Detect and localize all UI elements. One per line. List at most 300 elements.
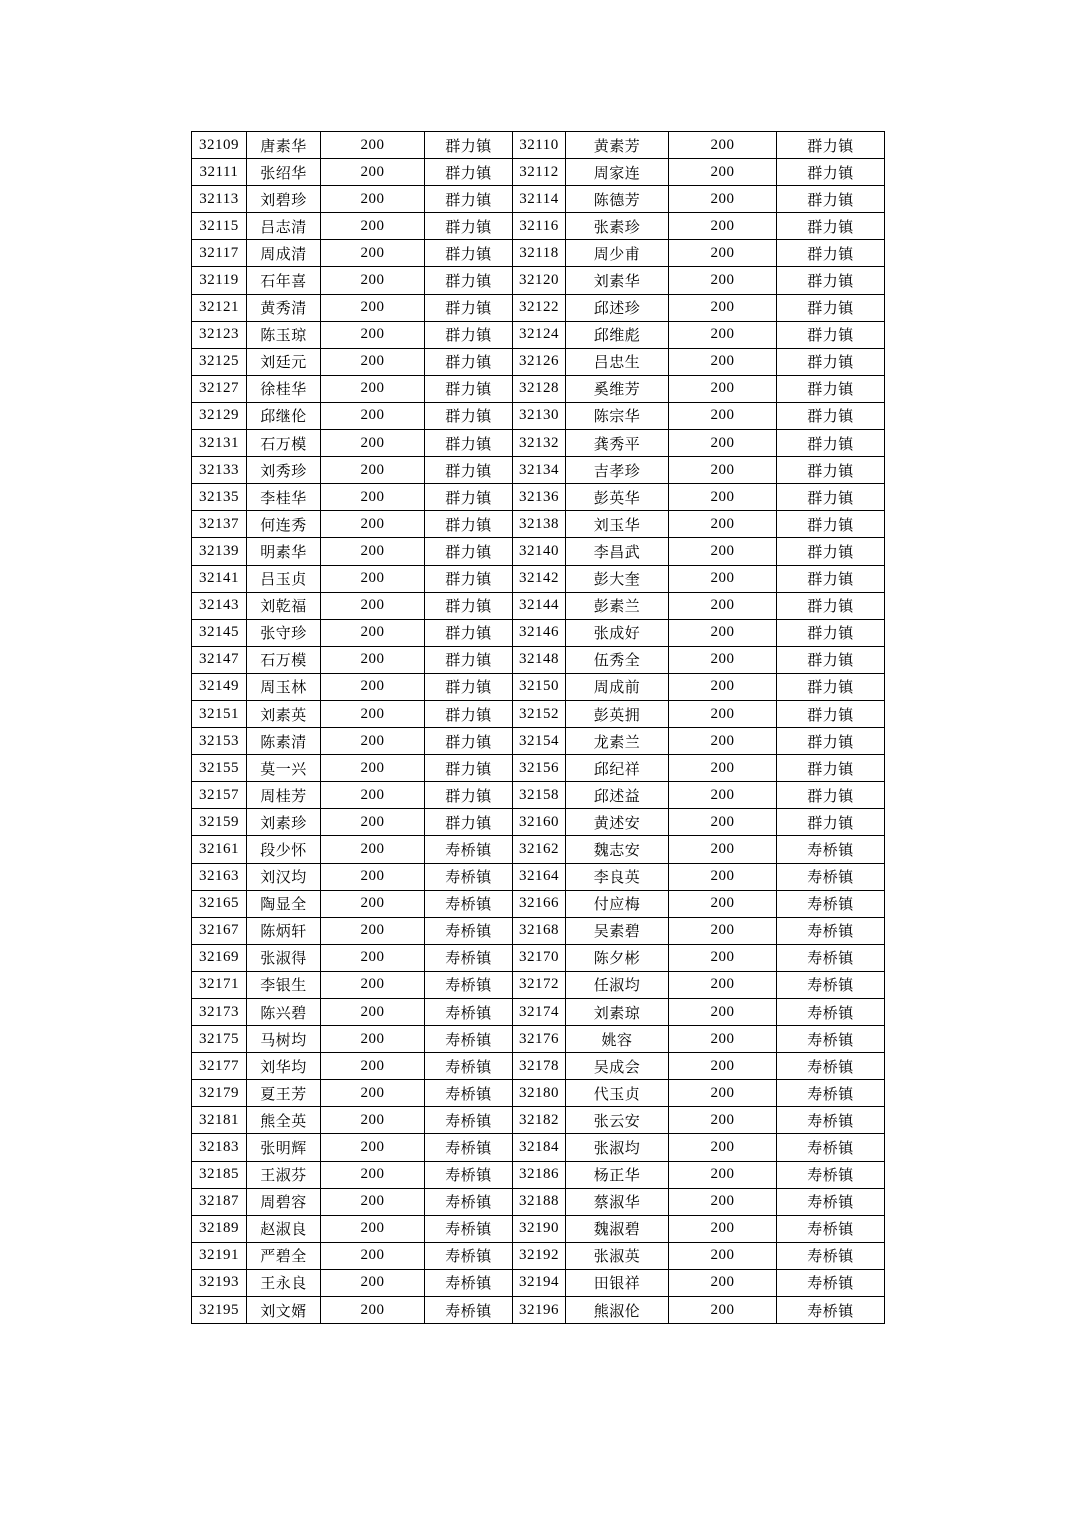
record-town: 群力镇 [425,728,513,755]
record-name: 田银祥 [566,1269,669,1296]
record-id: 32184 [513,1134,566,1161]
table-row [192,728,885,755]
record-town: 寿桥镇 [425,1026,513,1053]
record-town: 群力镇 [425,159,513,186]
record-name: 唐素华 [247,132,321,159]
record-name: 邱纪祥 [566,755,669,782]
record-amount: 200 [669,1053,777,1080]
record-amount: 200 [321,1297,425,1324]
record-town: 群力镇 [777,213,885,240]
record-town: 群力镇 [777,619,885,646]
record-name: 刘碧珍 [247,186,321,213]
record-town: 寿桥镇 [425,863,513,890]
record-amount: 200 [321,728,425,755]
record-amount: 200 [321,159,425,186]
record-town: 群力镇 [777,673,885,700]
record-amount: 200 [321,890,425,917]
record-name: 莫一兴 [247,755,321,782]
record-amount: 200 [669,1134,777,1161]
record-name: 石年喜 [247,267,321,294]
record-name: 张素珍 [566,213,669,240]
record-town: 群力镇 [777,565,885,592]
record-id: 32135 [192,484,247,511]
record-id: 32152 [513,700,566,727]
record-name: 刘乾福 [247,592,321,619]
record-name: 张明辉 [247,1134,321,1161]
record-town: 寿桥镇 [777,971,885,998]
record-name: 马树均 [247,1026,321,1053]
record-id: 32154 [513,728,566,755]
record-id: 32125 [192,348,247,375]
record-town: 群力镇 [777,484,885,511]
table-row [192,186,885,213]
table-row [192,375,885,402]
record-town: 群力镇 [425,673,513,700]
record-name: 李银生 [247,971,321,998]
record-town: 群力镇 [777,592,885,619]
record-name: 何连秀 [247,511,321,538]
record-town: 群力镇 [777,511,885,538]
record-id: 32183 [192,1134,247,1161]
record-amount: 200 [669,917,777,944]
record-name: 吕志清 [247,213,321,240]
record-amount: 200 [321,1188,425,1215]
record-town: 寿桥镇 [777,1242,885,1269]
record-name: 赵淑良 [247,1215,321,1242]
record-town: 群力镇 [425,402,513,429]
record-amount: 200 [669,619,777,646]
table-row [192,944,885,971]
table-row [192,917,885,944]
table-row [192,1188,885,1215]
table-row [192,971,885,998]
record-name: 吴成会 [566,1053,669,1080]
record-id: 32119 [192,267,247,294]
record-amount: 200 [669,402,777,429]
record-amount: 200 [669,240,777,267]
record-name: 付应梅 [566,890,669,917]
record-name: 王淑芬 [247,1161,321,1188]
record-name: 彭素兰 [566,592,669,619]
record-name: 陈夕彬 [566,944,669,971]
record-amount: 200 [669,348,777,375]
record-town: 群力镇 [777,294,885,321]
record-name: 邱继伦 [247,402,321,429]
record-town: 群力镇 [777,321,885,348]
record-id: 32193 [192,1269,247,1296]
record-name: 邱维彪 [566,321,669,348]
record-id: 32160 [513,809,566,836]
record-town: 寿桥镇 [777,999,885,1026]
record-name: 刘素英 [247,700,321,727]
record-amount: 200 [669,1161,777,1188]
record-amount: 200 [669,1215,777,1242]
table-row [192,1026,885,1053]
record-id: 32150 [513,673,566,700]
record-amount: 200 [669,565,777,592]
record-town: 寿桥镇 [425,1297,513,1324]
record-id: 32176 [513,1026,566,1053]
record-name: 邱述益 [566,782,669,809]
record-id: 32145 [192,619,247,646]
record-id: 32126 [513,348,566,375]
record-name: 周桂芳 [247,782,321,809]
record-id: 32196 [513,1297,566,1324]
record-town: 寿桥镇 [777,1297,885,1324]
record-town: 群力镇 [425,375,513,402]
record-amount: 200 [321,1269,425,1296]
record-amount: 200 [669,944,777,971]
record-name: 蔡淑华 [566,1188,669,1215]
record-amount: 200 [321,1107,425,1134]
record-amount: 200 [321,430,425,457]
record-amount: 200 [321,321,425,348]
record-id: 32116 [513,213,566,240]
record-amount: 200 [321,673,425,700]
table-row [192,809,885,836]
table-row [192,1297,885,1324]
record-name: 李昌武 [566,538,669,565]
table-row [192,1215,885,1242]
record-town: 群力镇 [777,457,885,484]
record-amount: 200 [669,700,777,727]
record-town: 群力镇 [425,484,513,511]
record-name: 周成清 [247,240,321,267]
record-name: 伍秀全 [566,646,669,673]
table-row [192,213,885,240]
record-name: 彭英华 [566,484,669,511]
record-town: 寿桥镇 [777,917,885,944]
record-name: 龙素兰 [566,728,669,755]
record-town: 群力镇 [777,700,885,727]
record-amount: 200 [321,511,425,538]
record-town: 群力镇 [425,294,513,321]
records-table-body [192,132,885,1324]
record-id: 32157 [192,782,247,809]
record-name: 陈兴碧 [247,999,321,1026]
record-amount: 200 [321,1215,425,1242]
record-amount: 200 [321,755,425,782]
record-id: 32134 [513,457,566,484]
record-town: 群力镇 [777,402,885,429]
record-id: 32159 [192,809,247,836]
record-town: 群力镇 [777,267,885,294]
table-row [192,294,885,321]
record-id: 32144 [513,592,566,619]
record-id: 32162 [513,836,566,863]
record-id: 32194 [513,1269,566,1296]
record-name: 陈炳轩 [247,917,321,944]
record-amount: 200 [321,944,425,971]
record-town: 寿桥镇 [777,1188,885,1215]
record-name: 张淑英 [566,1242,669,1269]
record-amount: 200 [321,1053,425,1080]
record-town: 寿桥镇 [425,1188,513,1215]
record-town: 寿桥镇 [425,1107,513,1134]
record-name: 刘文婿 [247,1297,321,1324]
record-town: 寿桥镇 [777,836,885,863]
record-town: 寿桥镇 [425,999,513,1026]
record-id: 32124 [513,321,566,348]
record-id: 32118 [513,240,566,267]
record-id: 32146 [513,619,566,646]
table-row [192,999,885,1026]
record-amount: 200 [669,1080,777,1107]
record-town: 群力镇 [425,646,513,673]
record-name: 段少怀 [247,836,321,863]
record-amount: 200 [321,132,425,159]
record-town: 群力镇 [425,565,513,592]
record-amount: 200 [669,538,777,565]
record-id: 32171 [192,971,247,998]
record-town: 群力镇 [425,348,513,375]
record-id: 32151 [192,700,247,727]
record-town: 群力镇 [777,430,885,457]
record-id: 32163 [192,863,247,890]
record-id: 32153 [192,728,247,755]
record-amount: 200 [321,1134,425,1161]
record-id: 32169 [192,944,247,971]
record-town: 寿桥镇 [425,1269,513,1296]
record-amount: 200 [321,700,425,727]
record-town: 群力镇 [777,159,885,186]
record-id: 32156 [513,755,566,782]
record-town: 寿桥镇 [425,1080,513,1107]
record-amount: 200 [321,619,425,646]
table-row [192,1080,885,1107]
record-town: 寿桥镇 [425,917,513,944]
table-row [192,511,885,538]
record-town: 群力镇 [425,592,513,619]
record-town: 群力镇 [425,619,513,646]
record-id: 32110 [513,132,566,159]
record-town: 寿桥镇 [777,1053,885,1080]
record-id: 32137 [192,511,247,538]
record-name: 陈素清 [247,728,321,755]
record-amount: 200 [669,1026,777,1053]
record-amount: 200 [321,1026,425,1053]
record-town: 寿桥镇 [425,890,513,917]
table-row [192,348,885,375]
record-id: 32187 [192,1188,247,1215]
record-town: 寿桥镇 [425,1053,513,1080]
record-town: 寿桥镇 [425,1161,513,1188]
record-id: 32132 [513,430,566,457]
record-name: 严碧全 [247,1242,321,1269]
record-amount: 200 [669,863,777,890]
record-town: 群力镇 [425,511,513,538]
record-amount: 200 [669,511,777,538]
record-id: 32182 [513,1107,566,1134]
record-id: 32143 [192,592,247,619]
record-id: 32149 [192,673,247,700]
table-row [192,1134,885,1161]
record-amount: 200 [669,592,777,619]
table-row [192,1107,885,1134]
record-id: 32115 [192,213,247,240]
record-amount: 200 [321,592,425,619]
record-name: 姚容 [566,1026,669,1053]
record-name: 周少甫 [566,240,669,267]
record-name: 奚维芳 [566,375,669,402]
record-amount: 200 [669,457,777,484]
record-name: 熊全英 [247,1107,321,1134]
record-id: 32173 [192,999,247,1026]
record-amount: 200 [669,1297,777,1324]
record-amount: 200 [321,836,425,863]
table-row [192,646,885,673]
record-name: 周玉林 [247,673,321,700]
record-name: 石万模 [247,646,321,673]
table-row [192,1242,885,1269]
record-id: 32185 [192,1161,247,1188]
record-id: 32170 [513,944,566,971]
record-town: 寿桥镇 [425,1242,513,1269]
record-town: 群力镇 [777,538,885,565]
record-town: 群力镇 [425,809,513,836]
record-name: 张淑得 [247,944,321,971]
record-id: 32178 [513,1053,566,1080]
record-name: 吉孝珍 [566,457,669,484]
record-name: 吕玉贞 [247,565,321,592]
record-id: 32191 [192,1242,247,1269]
table-row [192,159,885,186]
record-town: 群力镇 [425,213,513,240]
record-id: 32111 [192,159,247,186]
record-name: 徐桂华 [247,375,321,402]
record-id: 32188 [513,1188,566,1215]
record-name: 彭英拥 [566,700,669,727]
record-town: 群力镇 [777,728,885,755]
table-row [192,484,885,511]
record-name: 陈宗华 [566,402,669,429]
record-amount: 200 [321,971,425,998]
record-amount: 200 [669,321,777,348]
record-amount: 200 [669,999,777,1026]
record-amount: 200 [321,240,425,267]
record-town: 群力镇 [777,646,885,673]
record-amount: 200 [669,809,777,836]
record-amount: 200 [321,538,425,565]
record-amount: 200 [669,267,777,294]
record-town: 群力镇 [425,240,513,267]
record-name: 代玉贞 [566,1080,669,1107]
record-amount: 200 [669,132,777,159]
record-id: 32141 [192,565,247,592]
table-row [192,1269,885,1296]
record-town: 寿桥镇 [425,1215,513,1242]
record-amount: 200 [669,755,777,782]
record-name: 张成好 [566,619,669,646]
record-town: 群力镇 [425,186,513,213]
record-id: 32161 [192,836,247,863]
record-town: 群力镇 [425,267,513,294]
table-row [192,321,885,348]
record-amount: 200 [669,1269,777,1296]
record-id: 32139 [192,538,247,565]
record-id: 32114 [513,186,566,213]
record-town: 寿桥镇 [777,1269,885,1296]
record-amount: 200 [321,348,425,375]
record-name: 刘华均 [247,1053,321,1080]
record-amount: 200 [669,728,777,755]
record-town: 寿桥镇 [425,1134,513,1161]
record-town: 群力镇 [425,321,513,348]
record-amount: 200 [669,890,777,917]
record-id: 32122 [513,294,566,321]
record-id: 32165 [192,890,247,917]
record-name: 任淑均 [566,971,669,998]
record-id: 32181 [192,1107,247,1134]
record-id: 32166 [513,890,566,917]
record-id: 32195 [192,1297,247,1324]
record-name: 陈玉琼 [247,321,321,348]
record-name: 吴素碧 [566,917,669,944]
record-name: 刘廷元 [247,348,321,375]
record-id: 32117 [192,240,247,267]
record-town: 寿桥镇 [777,890,885,917]
record-name: 陈德芳 [566,186,669,213]
record-amount: 200 [669,484,777,511]
record-id: 32133 [192,457,247,484]
record-id: 32121 [192,294,247,321]
record-name: 石万模 [247,430,321,457]
record-id: 32128 [513,375,566,402]
record-name: 刘秀珍 [247,457,321,484]
record-id: 32180 [513,1080,566,1107]
record-id: 32164 [513,863,566,890]
record-amount: 200 [321,1242,425,1269]
record-name: 张云安 [566,1107,669,1134]
record-town: 群力镇 [777,186,885,213]
record-name: 周碧容 [247,1188,321,1215]
record-amount: 200 [321,402,425,429]
table-row [192,457,885,484]
record-name: 黄素芳 [566,132,669,159]
table-row [192,890,885,917]
record-town: 群力镇 [425,457,513,484]
record-name: 李良英 [566,863,669,890]
record-town: 群力镇 [425,782,513,809]
record-town: 群力镇 [425,430,513,457]
record-name: 杨正华 [566,1161,669,1188]
record-town: 寿桥镇 [425,971,513,998]
record-amount: 200 [321,213,425,240]
record-name: 魏淑碧 [566,1215,669,1242]
table-row [192,240,885,267]
record-town: 群力镇 [425,755,513,782]
table-row [192,619,885,646]
record-id: 32158 [513,782,566,809]
table-row [192,402,885,429]
record-id: 32179 [192,1080,247,1107]
record-amount: 200 [669,213,777,240]
record-id: 32112 [513,159,566,186]
record-amount: 200 [321,863,425,890]
record-amount: 200 [321,484,425,511]
table-row [192,1161,885,1188]
record-amount: 200 [669,971,777,998]
table-row [192,565,885,592]
record-amount: 200 [669,782,777,809]
table-row [192,132,885,159]
record-town: 寿桥镇 [425,944,513,971]
table-row [192,267,885,294]
record-town: 寿桥镇 [425,836,513,863]
record-id: 32168 [513,917,566,944]
record-id: 32147 [192,646,247,673]
record-amount: 200 [321,809,425,836]
